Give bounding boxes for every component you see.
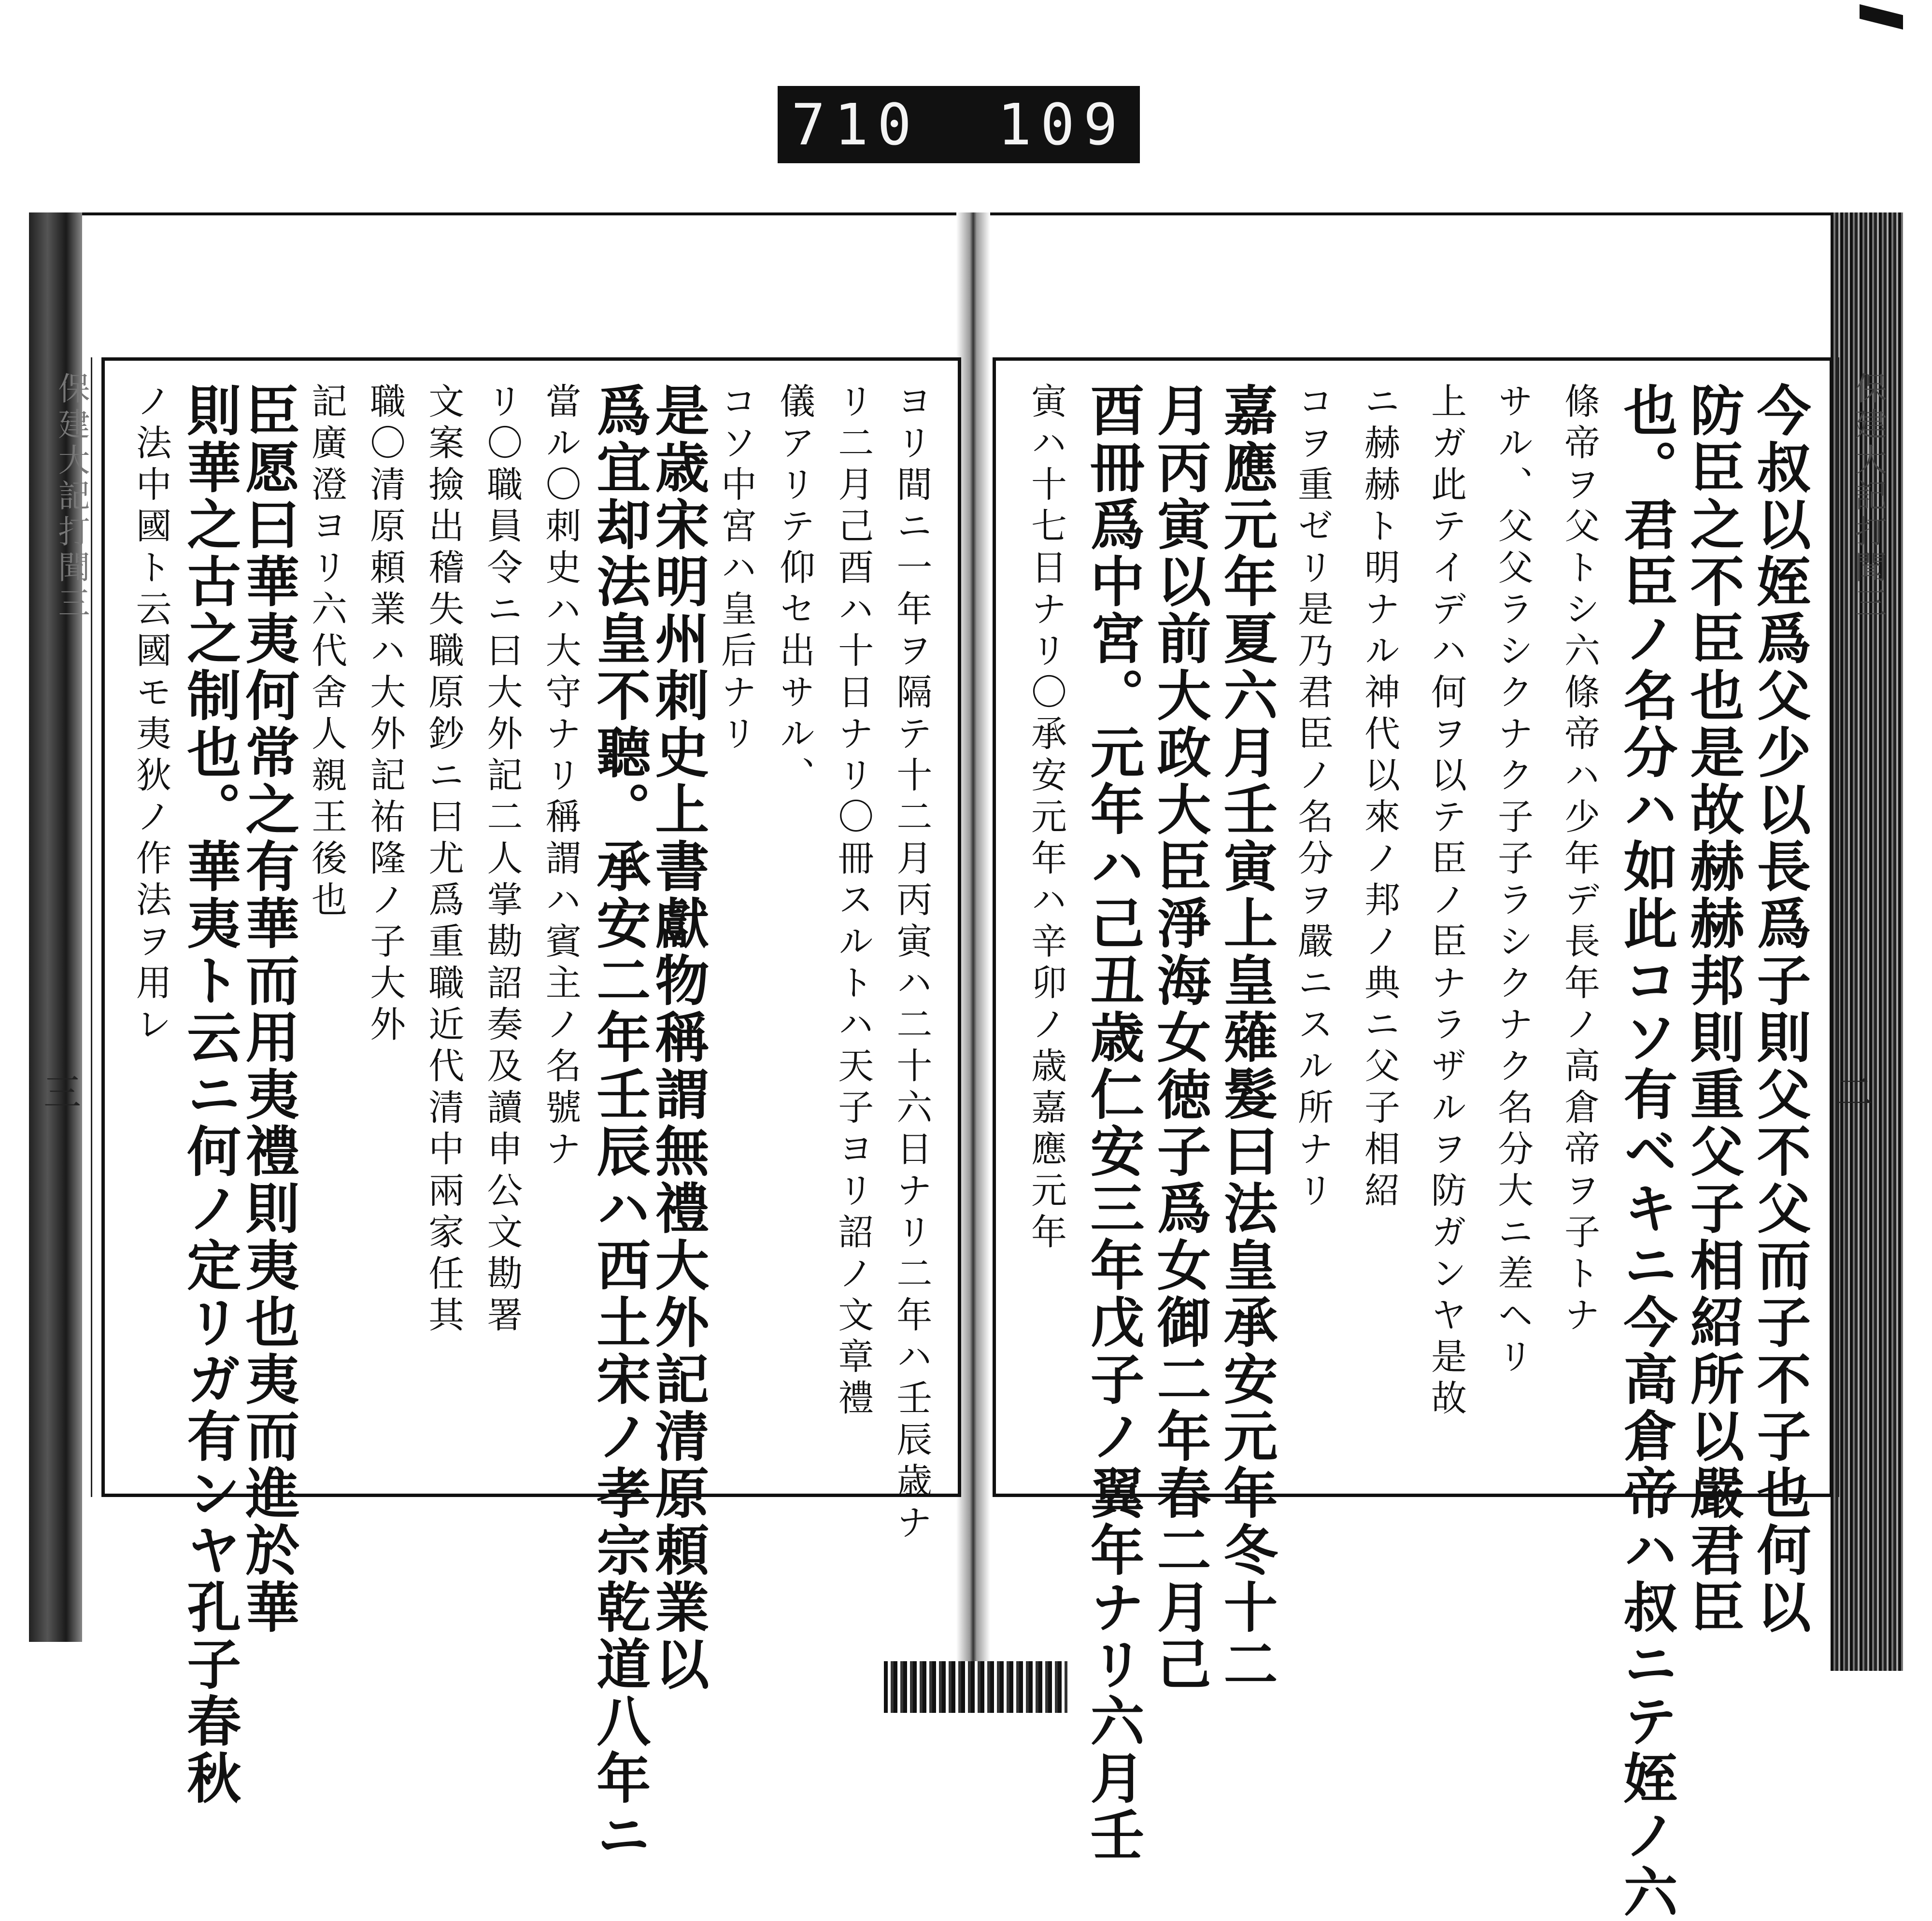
right-page xyxy=(993,357,1833,1921)
text-column: 當ル〇刺史ハ大守ナリ稱謂ハ賓主ノ名號ナ xyxy=(540,382,582,1172)
text-column: サル、父父ラシクナク子子ラシクナク名分大ニ差ヘリ xyxy=(1492,382,1534,1379)
right-page-folio: 二 xyxy=(1835,1071,1874,1115)
scan-number-right: 109 xyxy=(997,91,1126,158)
text-column: 文案撿出稽失職原鈔ニ曰尤爲重職近代清中兩家任其 xyxy=(423,382,465,1338)
left-page-folio: 三 xyxy=(43,1071,82,1115)
scan-number-left: 710 xyxy=(791,91,921,158)
scanner-label xyxy=(778,86,1140,163)
text-column: 職〇清原頼業ハ大外記祐隆ノ子大外 xyxy=(364,382,406,1047)
left-page xyxy=(101,357,961,1864)
right-page-margin-rule xyxy=(1838,357,1839,1497)
text-column: 爲宜却法皇不聽。承安二年壬辰ハ西土宋ノ孝宗乾道八年ニ xyxy=(587,382,651,1864)
center-gutter xyxy=(956,212,990,1661)
text-column: 記廣澄ヨリ六代舍人親王後也 xyxy=(306,382,347,922)
text-column: 嘉應元年夏六月壬寅上皇薙髮曰法皇承安元年冬十二 xyxy=(1215,382,1278,1693)
text-column: 酉冊爲中宮。元年ハ己丑歳仁安三年戊子ノ翼年ナリ六月壬 xyxy=(1081,382,1145,1864)
text-column: 是歳宋明州刺史上書獻物稱謂無禮大外記清原頼業以 xyxy=(646,382,710,1693)
text-column: 月丙寅以前大政大臣淨海女徳子爲女御二年春二月己 xyxy=(1148,382,1211,1693)
right-page-margin-title: 保建大記打聞三 xyxy=(1849,372,1887,622)
text-column: 今叔以姪爲父少以長爲子則父不父而子不子也何以 xyxy=(1748,382,1811,1636)
text-column: リ二月己酉ハ十日ナリ〇冊スルトハ天子ヨリ詔ノ文章禮 xyxy=(832,382,874,1421)
text-column: 上ガ此テイデハ何ヲ以テ臣ノ臣ナラザルヲ防ガンヤ是故 xyxy=(1425,382,1467,1421)
left-page-margin-title: 保建大記打聞三 xyxy=(53,372,90,622)
text-column: ニ赫赫ト明ナル神代以來ノ邦ノ典ニ父子相紹 xyxy=(1359,382,1400,1213)
text-column: コヲ重ゼリ是乃君臣ノ名分ヲ嚴ニスル所ナリ xyxy=(1292,382,1334,1213)
text-column: 臣愿曰華夷何常之有華而用夷禮則夷也夷而進於華 xyxy=(236,382,300,1636)
text-column: ノ法中國ト云國モ夷狄ノ作法ヲ用レ xyxy=(130,382,172,1047)
text-column: 條帝ヲ父トシ六條帝ハ少年デ長年ノ高倉帝ヲ子トナ xyxy=(1559,382,1600,1338)
book-spread xyxy=(29,212,1903,1921)
corner-mark xyxy=(1860,4,1903,29)
text-column: 寅ハ十七日ナリ〇承安元年ハ辛卯ノ歳嘉應元年 xyxy=(1025,382,1067,1255)
bottom-clip-strip xyxy=(884,1661,1067,1713)
text-column: 則華之古之制也。華夷ト云ニ何ノ定リガ有ンヤ孔子春秋 xyxy=(178,382,242,1807)
text-column: 防臣之不臣也是故赫赫邦則重父子相紹所以嚴君臣 xyxy=(1681,382,1745,1636)
text-column: ヨリ間ニ一年ヲ隔テ十二月丙寅ハ二十六日ナリ二年ハ壬辰歳ナ xyxy=(891,382,933,1545)
text-column: コソ中宮ハ皇后ナリ xyxy=(715,382,757,756)
text-column: 儀アリテ仰セ出サル、 xyxy=(774,382,816,798)
text-column: 也。君臣ノ名分ハ如此コソ有ベキニ今高倉帝ハ叔ニテ姪ノ六 xyxy=(1615,382,1678,1921)
text-column: リ〇職員令ニ曰大外記二人掌勘詔奏及讀申公文勘署 xyxy=(481,382,523,1338)
